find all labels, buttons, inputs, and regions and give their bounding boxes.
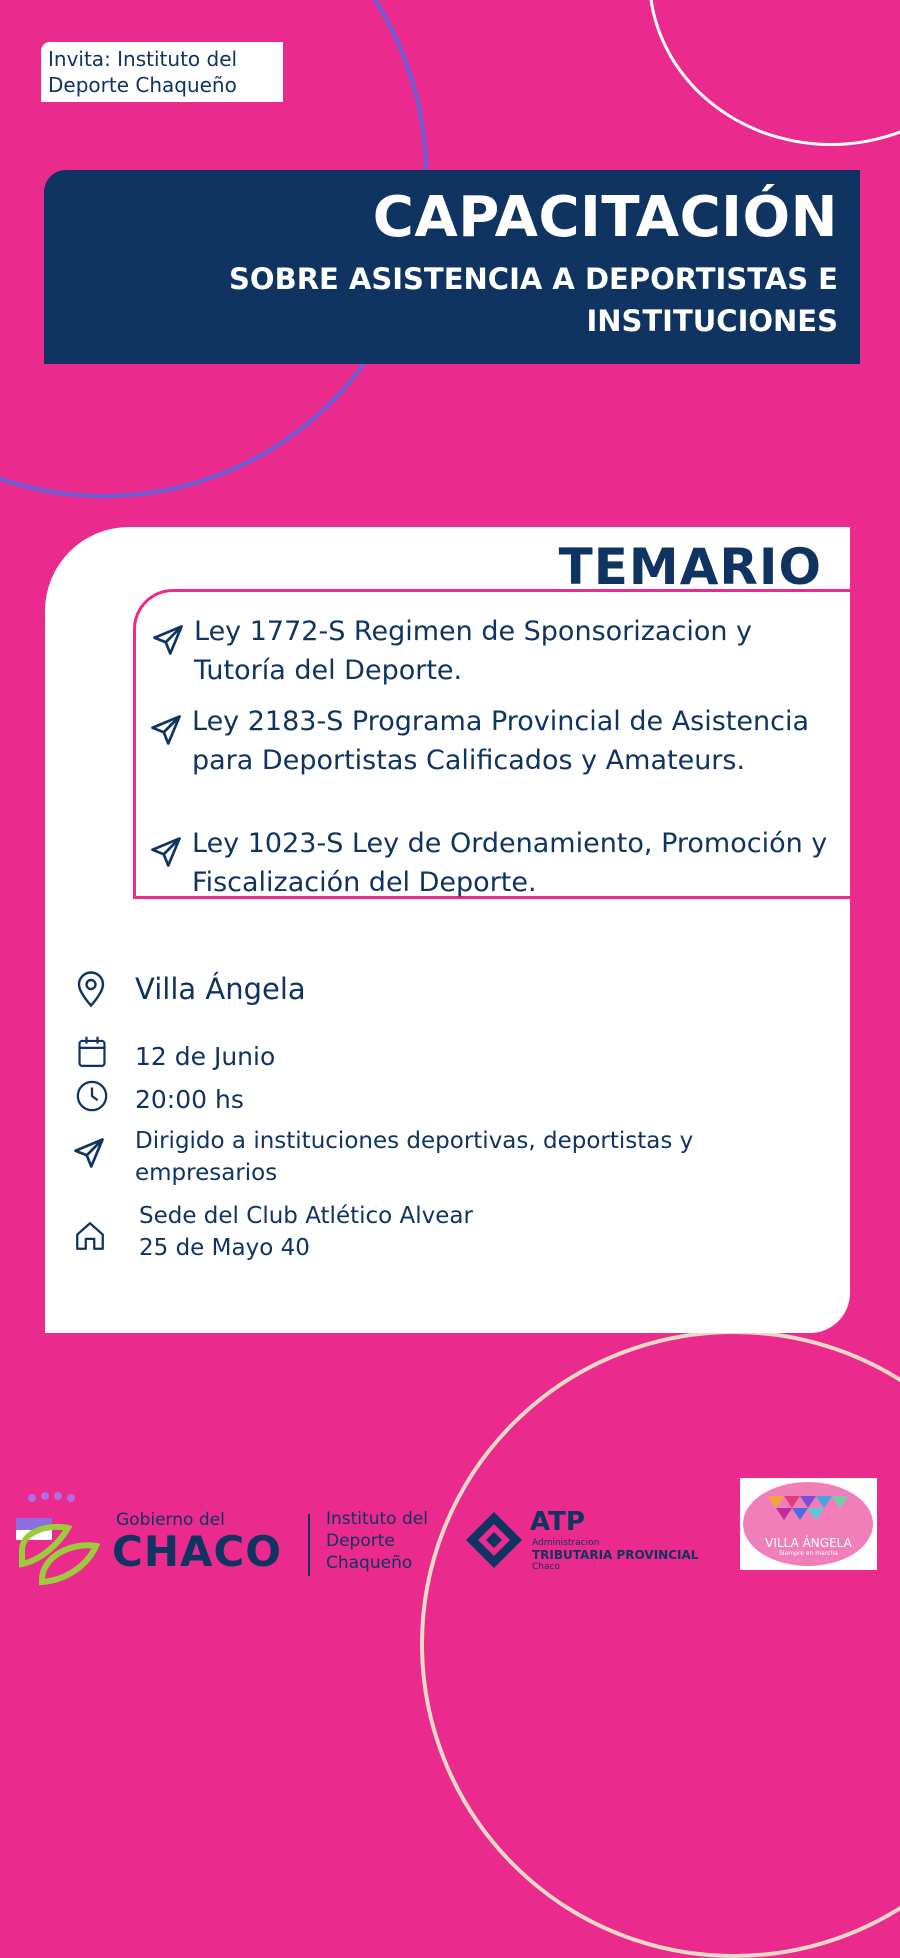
clock-icon bbox=[75, 1079, 109, 1117]
audience-text: Dirigido a instituciones deportivas, deportistas y empresarios bbox=[135, 1128, 694, 1186]
atp-title: ATP bbox=[530, 1507, 585, 1537]
temario-item-text: Ley 2183-S Programa Provincial de Asistencia para Deportistas Calificados y Amateurs. bbox=[192, 706, 810, 776]
invita-label: Invita: Instituto del Deporte Chaqueño bbox=[41, 42, 283, 102]
villa-angela-logo bbox=[740, 1478, 877, 1570]
info-card bbox=[45, 527, 850, 1333]
send-icon bbox=[71, 1135, 107, 1175]
subtitle-line-1: SOBRE ASISTENCIA A DEPORTISTAS E bbox=[229, 262, 838, 296]
atp-line-2: TRIBUTARIA PROVINCIAL bbox=[532, 1548, 699, 1562]
venue-line-2: 25 de Mayo 40 bbox=[139, 1235, 310, 1261]
footer-divider bbox=[308, 1514, 310, 1576]
subtitle-line-2: INSTITUCIONES bbox=[586, 304, 838, 338]
temario-item-text: Ley 1772-S Regimen de Sponsorizacion y Tutoría del Deporte. bbox=[194, 616, 753, 686]
atp-line-1: Administracion bbox=[532, 1538, 600, 1548]
atp-logo bbox=[462, 1502, 712, 1582]
atp-line-3: Chaco bbox=[532, 1562, 560, 1572]
temario-list bbox=[133, 589, 850, 899]
home-icon bbox=[73, 1219, 107, 1257]
villa-angela-text: VILLA ÁNGELA bbox=[765, 1536, 852, 1550]
atp-mark-icon bbox=[462, 1508, 526, 1572]
page-subtitle bbox=[44, 258, 838, 342]
location-pin-icon bbox=[73, 969, 109, 1013]
temario-item bbox=[148, 702, 838, 780]
temario-item bbox=[148, 824, 838, 902]
temario-item bbox=[150, 612, 840, 690]
villa-angela-mark-icon bbox=[740, 1478, 877, 1538]
chaco-leaf-icon bbox=[12, 1490, 104, 1590]
page-title: CAPACITACIÓN bbox=[372, 185, 838, 250]
date-text: 12 de Junio bbox=[135, 1042, 276, 1071]
villa-angela-tagline: Siempre en marcha bbox=[779, 1550, 838, 1557]
time-text: 20:00 hs bbox=[135, 1085, 244, 1114]
temario-item-text: Ley 1023-S Ley de Ordenamiento, Promoción y Fiscalización del Deporte. bbox=[192, 828, 828, 898]
temario-heading: TEMARIO bbox=[558, 538, 822, 596]
decorative-circle-white bbox=[648, 0, 900, 146]
send-icon bbox=[148, 834, 192, 874]
place-text: Villa Ángela bbox=[135, 972, 306, 1006]
chaco-small-text: Gobierno del bbox=[116, 1510, 225, 1530]
calendar-icon bbox=[75, 1034, 109, 1074]
chaco-big-text: CHACO bbox=[112, 1527, 283, 1576]
decorative-circle-beige bbox=[420, 1330, 900, 1958]
send-icon bbox=[150, 622, 194, 662]
footer-logos bbox=[0, 1490, 900, 1600]
venue-text bbox=[139, 1200, 739, 1264]
instituto-text: Instituto del Deporte Chaqueño bbox=[326, 1509, 428, 1573]
venue-line-1: Sede del Club Atlético Alvear bbox=[139, 1203, 473, 1229]
title-banner bbox=[44, 170, 860, 364]
send-icon bbox=[148, 712, 192, 752]
chaco-logo bbox=[12, 1490, 312, 1590]
